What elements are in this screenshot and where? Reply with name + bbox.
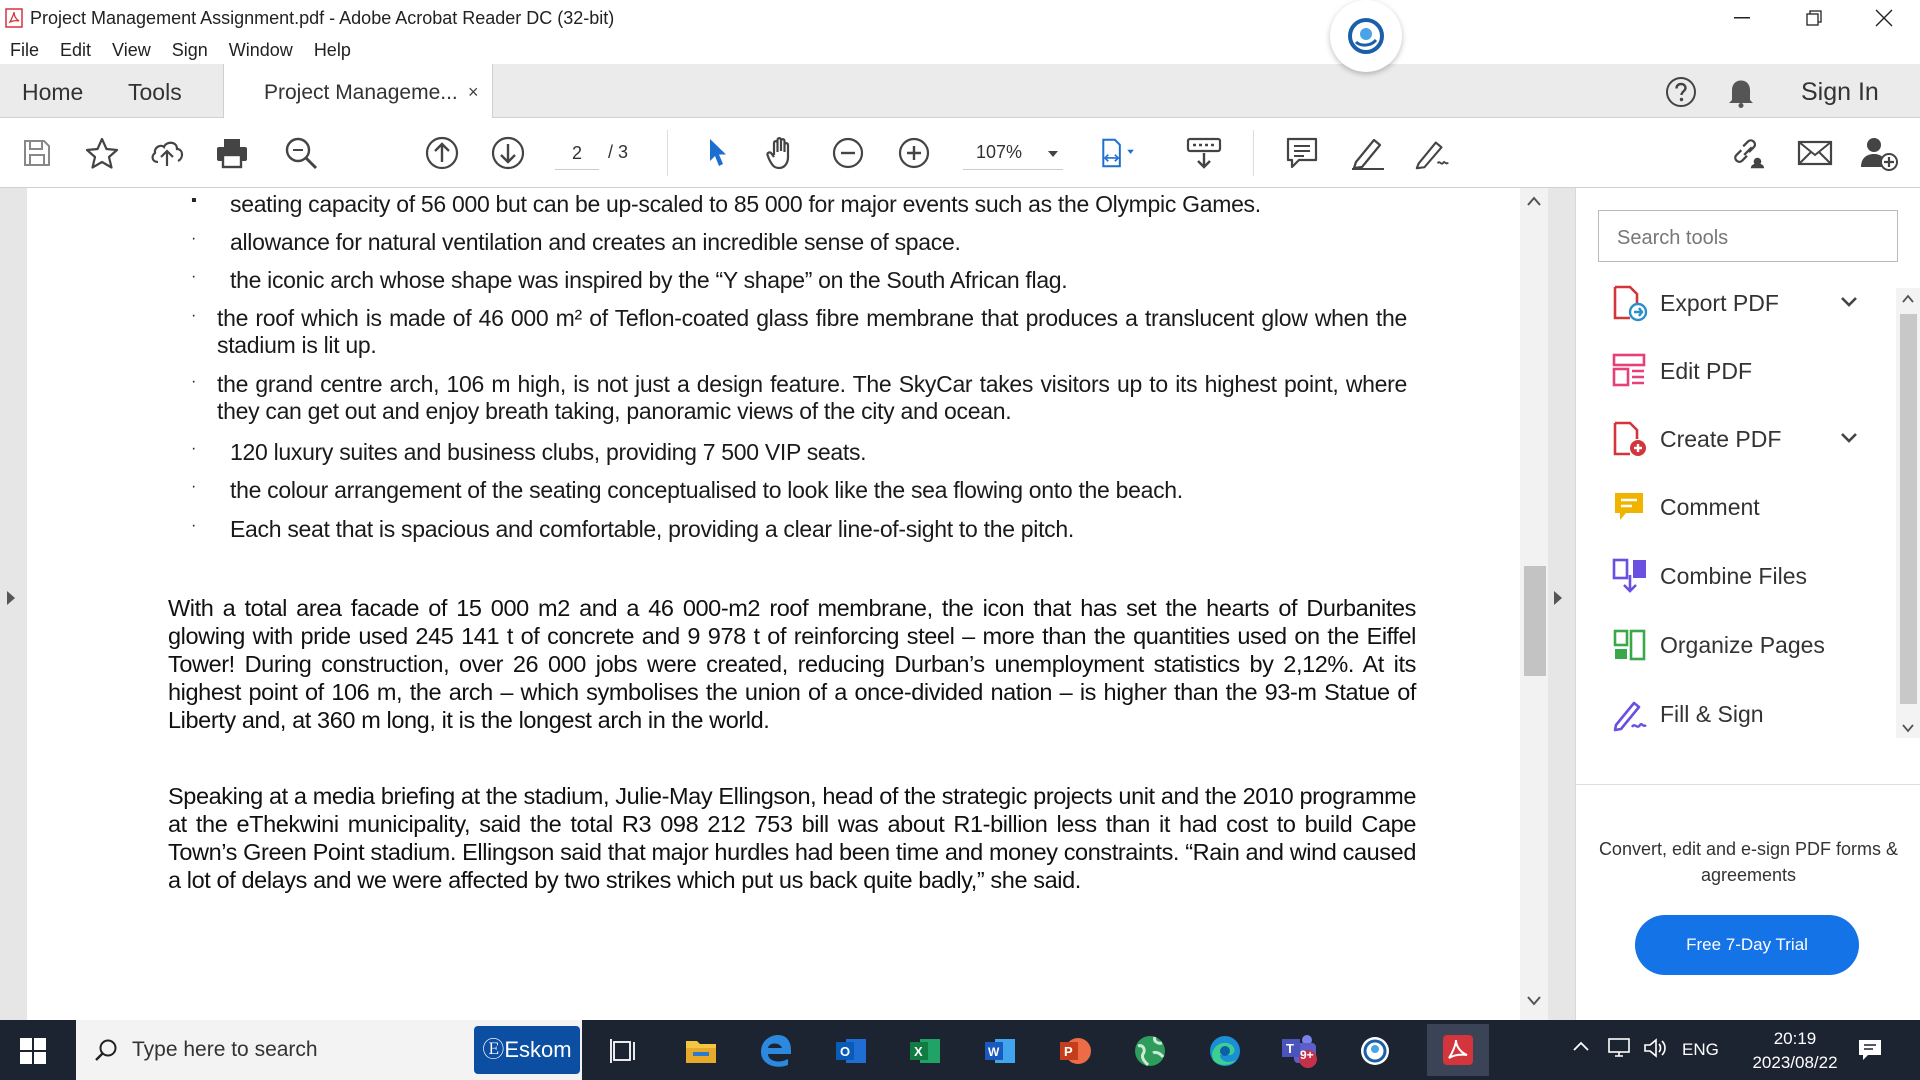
file-explorer-icon[interactable] — [678, 1028, 724, 1074]
notification-bell-icon[interactable] — [1726, 76, 1756, 108]
sign-pen-icon[interactable] — [1413, 134, 1451, 172]
next-page-icon[interactable] — [489, 134, 527, 172]
tab-close-button[interactable]: × — [468, 82, 479, 102]
taskbar-search-text: Type here to search — [132, 1038, 318, 1061]
read-mode-icon[interactable] — [1185, 134, 1223, 172]
eskom-logo-icon: Ⓔ — [482, 1037, 505, 1062]
fill-sign-icon — [1612, 695, 1648, 733]
notification-center-icon[interactable] — [1857, 1038, 1883, 1062]
tool-comment[interactable]: Comment — [1612, 482, 1872, 532]
svg-text:P: P — [1064, 1044, 1073, 1059]
minimize-button[interactable] — [1706, 0, 1778, 36]
edge-browser-icon[interactable] — [1202, 1028, 1248, 1074]
network-icon[interactable] — [1607, 1037, 1631, 1059]
free-trial-button[interactable]: Free 7-Day Trial — [1635, 915, 1859, 975]
search-zoom-icon[interactable] — [282, 134, 320, 172]
menu-view[interactable]: View — [112, 39, 151, 60]
task-view-icon[interactable] — [601, 1028, 647, 1074]
taskbar-search[interactable] — [76, 1020, 582, 1080]
tool-create-pdf[interactable]: Create PDF — [1612, 414, 1872, 464]
excel-icon[interactable] — [902, 1028, 948, 1074]
menu-edit[interactable]: Edit — [60, 39, 92, 60]
menu-bar — [0, 36, 1920, 64]
menu-file[interactable]: File — [10, 39, 40, 60]
clock-date: 2023/08/22 — [1752, 1053, 1838, 1072]
windows-start-icon[interactable] — [20, 1038, 46, 1064]
scroll-up-icon[interactable] — [1527, 196, 1541, 206]
select-cursor-icon[interactable] — [698, 134, 736, 172]
bookmark-star-icon[interactable] — [83, 134, 121, 172]
teams-badge: 9+ — [1300, 1048, 1314, 1062]
chevron-down-icon — [1047, 150, 1059, 158]
zoom-value: 107% — [976, 142, 1023, 162]
language-indicator[interactable]: ENG — [1682, 1040, 1719, 1059]
chevron-down-icon[interactable] — [1840, 296, 1858, 308]
tool-fill-sign[interactable]: Fill & Sign — [1612, 689, 1872, 738]
print-icon[interactable] — [213, 134, 251, 172]
menu-window[interactable]: Window — [228, 39, 293, 60]
comment-tool-icon — [1612, 488, 1648, 526]
pdf-page: ▪ seating capacity of 56 000 but can be up-scaled to 85 000 for major events such as the Olympic Games. · allowance for natural ventilation and creates an incredible sense of space. · the iconic arch whose shape was inspired by the “Y shape” on the South African flag. · the roof which is made of 46 000 m² of Teflon-coated glass fibre membrane that produces a translucent glow when the stadium is lit up. · the grand centre arch, 106 m high, is not just a design feature. The SkyCar takes visitors up to its highest point, where they can get out and enjoy breath taking, panoramic views of the city and ocean. · 120 luxury suites and business clubs, providing 7 500 VIP seats. · the colour arrangement of the seating conceptualised to look like the sea flowing onto the beach. · Each seat that is spacious and comfortable, providing a clear line-of-sight to the pitch. With a total area facade of 15 000 m2 and a 46 000-m2 roof membrane, the icon that has set the hearts of Durbanites glowing with pride used 245 141 t of concrete and 9 978 t of reinforcing steel – more than the quantities used on the Eiffel Tower! During construction, over 26 000 jobs were created, reducing Durban’s unemployment statistics by 2,12%. At its highest point of 106 m, the arch – which symbolises the union of a once-divided nation – is higher than the 93-m Statue of Liberty and, at 360 m long, it is the longest arch in the world. Speaking at a media briefing at the stadium, Julie-May Ellingson, head of the strategic projects unit and the 2010 programme at the eThekwini municipality, said the total R3 098 212 753 bill was about R1-billion less than it had cost to build Cape Town’s Green Point stadium. Ellingson said that major hurdles had been time and money constraints. “Rain and wind caused a lot of delays and we were affected by two strikes which put us back quite badly,” she said. — [27, 188, 1527, 1020]
organize-pages-icon — [1612, 626, 1648, 664]
scroll-down-icon[interactable] — [1527, 996, 1541, 1006]
tool-export-pdf[interactable]: Export PDF — [1612, 278, 1872, 328]
close-window-button[interactable] — [1848, 0, 1920, 36]
fit-page-icon[interactable] — [1100, 134, 1138, 172]
tool-combine-files[interactable]: Combine Files — [1612, 551, 1872, 601]
scroll-down-icon[interactable] — [1902, 724, 1914, 733]
tab-document[interactable] — [223, 64, 493, 119]
scrollbar-thumb[interactable] — [1524, 566, 1546, 676]
window-title: Project Management Assignment.pdf - Adobe Acrobat Reader DC (32-bit) — [30, 8, 615, 28]
menu-sign[interactable]: Sign — [171, 39, 208, 60]
toolbar-divider — [667, 130, 668, 176]
create-pdf-icon — [1612, 420, 1648, 458]
search-icon — [94, 1038, 118, 1062]
toolbar-divider — [1253, 130, 1254, 176]
volume-icon[interactable] — [1643, 1037, 1669, 1059]
zoom-in-icon[interactable] — [895, 134, 933, 172]
scroll-up-icon[interactable] — [1902, 294, 1914, 303]
taskbar — [0, 1020, 1920, 1080]
clock[interactable] — [1750, 1027, 1840, 1075]
expand-left-panel-icon[interactable] — [6, 590, 16, 606]
eskom-widget[interactable]: ⒺEskom — [474, 1026, 580, 1074]
svg-text:W: W — [988, 1045, 1000, 1059]
tab-document-label: Project Manageme... — [264, 81, 458, 104]
page-total: / 3 — [608, 142, 629, 162]
expand-right-panel-icon[interactable] — [1553, 590, 1563, 606]
previous-page-icon[interactable] — [423, 134, 461, 172]
tools-list — [1576, 278, 1896, 738]
restore-button[interactable] — [1778, 0, 1850, 36]
clock-time: 20:19 — [1773, 1029, 1817, 1048]
show-hidden-icons-icon[interactable] — [1573, 1040, 1589, 1052]
page-number-input[interactable]: 2 — [555, 138, 599, 170]
teams-icon[interactable] — [1277, 1028, 1323, 1074]
panel-divider — [1576, 784, 1920, 785]
toolbar — [0, 118, 1920, 188]
paragraph: With a total area facade of 15 000 m2 and a 46 000-m2 roof membrane, the icon that has set the hearts of Durbanites glowing with pride used 245 141 t of concrete and 9 978 t of reinforcing steel – more than the quantities used on the Eiffel Tower! During construction, over 26 000 jobs were created, reducing Durban’s unemployment statistics by 2,12%. At its highest point of 106 m, the arch – which symbolises the union of a once-divided nation – is higher than the 93-m Statue of Liberty and, at 360 m long, it is the longest arch in the world. — [168, 595, 1416, 733]
highlight-pen-icon[interactable] — [1348, 134, 1386, 172]
email-icon[interactable] — [1796, 134, 1834, 172]
comment-icon[interactable] — [1283, 134, 1321, 172]
assistant-taskbar-icon[interactable] — [1352, 1028, 1398, 1074]
export-pdf-icon — [1612, 284, 1648, 322]
add-user-icon[interactable] — [1860, 134, 1898, 172]
svg-text:T: T — [1286, 1041, 1294, 1056]
tab-bar — [0, 64, 1920, 118]
scrollbar-thumb[interactable] — [1900, 314, 1917, 704]
word-icon[interactable] — [977, 1028, 1023, 1074]
svg-text:O: O — [840, 1044, 851, 1059]
document-scrollbar[interactable] — [1520, 188, 1548, 1020]
edit-pdf-icon — [1612, 352, 1648, 390]
edge-legacy-icon[interactable] — [753, 1028, 799, 1074]
chevron-down-icon[interactable] — [1840, 432, 1858, 444]
save-icon[interactable] — [18, 134, 56, 172]
tool-organize-pages[interactable]: Organize Pages — [1612, 620, 1872, 670]
paragraph: Speaking at a media briefing at the stadium, Julie-May Ellingson, head of the strategic projects unit and the 2010 programme at the eThekwini municipality, said the total R3 098 212 753 bill was about R1-billion less than it had cost to build Cape Town’s Green Point stadium. Ellingson said that major hurdles had been time and money constraints. “Rain and wind caused a lot of delays and we were affected by two strikes which put us back quite badly,” she said. — [168, 783, 1416, 893]
help-icon[interactable] — [1665, 76, 1697, 108]
hand-tool-icon[interactable] — [763, 134, 801, 172]
tools-panel — [1575, 188, 1920, 1020]
tool-edit-pdf[interactable]: Edit PDF — [1612, 346, 1872, 396]
svg-text:X: X — [914, 1044, 923, 1059]
promo-text: Convert, edit and e-sign PDF forms & agreements — [1598, 839, 1899, 885]
title-bar — [0, 0, 1920, 36]
share-link-icon[interactable] — [1728, 134, 1766, 172]
tab-tools[interactable]: Tools — [128, 79, 182, 105]
search-tools-input[interactable]: Search tools — [1598, 210, 1898, 262]
acrobat-app-icon — [5, 8, 23, 28]
globe-app-icon[interactable] — [1127, 1028, 1173, 1074]
tab-home[interactable]: Home — [22, 79, 84, 105]
combine-files-icon — [1612, 557, 1648, 595]
menu-help[interactable]: Help — [313, 39, 351, 60]
sign-in-button[interactable]: Sign In — [1801, 78, 1879, 106]
powerpoint-icon[interactable] — [1052, 1028, 1098, 1074]
zoom-out-icon[interactable] — [829, 134, 867, 172]
upload-cloud-icon[interactable] — [148, 134, 186, 172]
outlook-icon[interactable] — [828, 1028, 874, 1074]
assistant-icon[interactable] — [1330, 0, 1402, 72]
tools-panel-scrollbar[interactable] — [1896, 288, 1920, 738]
acrobat-taskbar-icon[interactable] — [1427, 1024, 1489, 1076]
zoom-dropdown[interactable] — [963, 136, 1063, 170]
document-viewer[interactable] — [0, 188, 1575, 1020]
